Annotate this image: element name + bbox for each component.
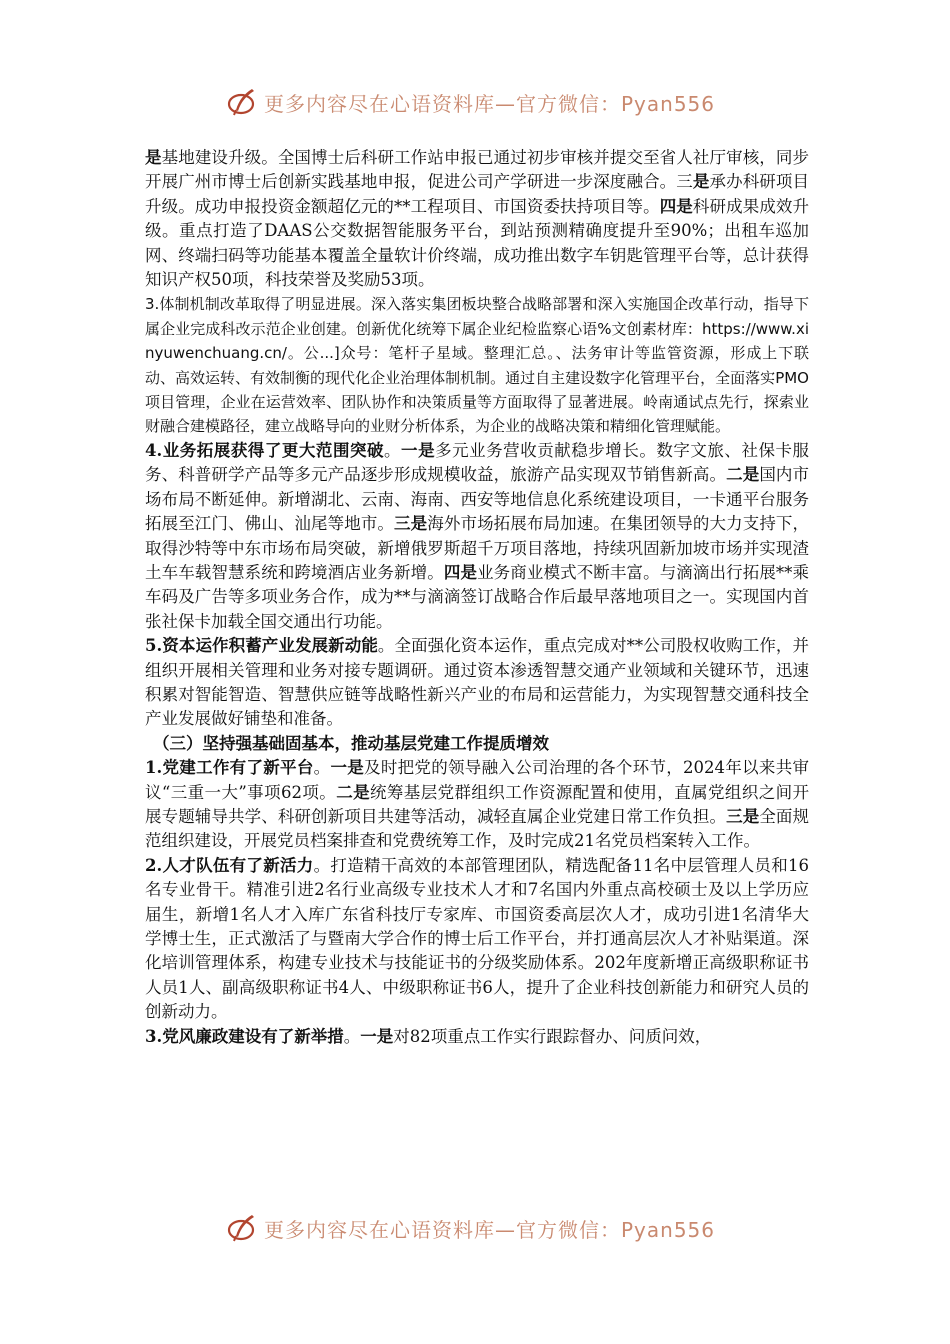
- watermark-footer: [226, 1212, 715, 1244]
- text-run: 全面规范组织建设，开展党员档案排查和党费统筹工作，及时完成21名党员档案转入工作。: [145, 806, 810, 851]
- watermark-text: 更多内容尽在心语资料库—官方微信：Pyan556: [264, 91, 716, 116]
- paragraph: [145, 634, 809, 732]
- paragraph: [145, 756, 809, 854]
- text-run: 承办科研项目升级。成功申报投资金额超亿元的**工程项目、市国资委扶持项目等。: [145, 172, 810, 216]
- feather-pen-logo-icon: [226, 86, 258, 118]
- paragraph: [145, 292, 809, 438]
- text-run: 。: [313, 758, 331, 778]
- watermark-header: [226, 86, 715, 118]
- bold-text: 一是: [360, 1026, 394, 1046]
- text-run: 3.体制机制改革取得了明显进展。深入落实集团板块整合战略部署和深入实施国企改革行动，指导下属企业完成科改示范企业创建。创新优化统筹下属企业纪检监察心语%文创素材库：https://www.xinyuwenchuang.cn/。公...]众号：笔杆子星域。整理汇总。、法务审计等监管资源，形成上下联动、高效运转、有效制衡的现代化企业治理体制机制。通过自主建设数字化管理平台，全面落实PMO项目管理，企业在运营效率、团队协作和决策质量等方面取得了显著进展。岭南通试点先行，探索业财融合建模路径，建立战略导向的业财分析体系，为企业的战略决策和精细化管理赋能。: [145, 295, 809, 436]
- paragraph: [145, 146, 809, 292]
- bold-text: 四是: [443, 562, 478, 582]
- bold-text: 一是: [401, 440, 436, 460]
- text-run: 海外市场拓展布局加速。在集团领导的大力支持下，取得沙特等中东市场布局突破，新增俄罗斯超千万项目落地，持续巩固新加坡市场并实现渣土车车载智慧系统和跨境酒店业务新增。: [145, 514, 810, 582]
- text-run: 。: [343, 1026, 361, 1046]
- bold-text: 3.党风廉政建设有了新举措: [145, 1026, 344, 1046]
- document-body: [145, 146, 809, 1049]
- text-run: 。打造精干高效的本部管理团队，精选配备11名中层管理人员和16名专业骨干。精准引进2名行业高级专业技术人才和7名国内外重点高校硕士及以上学历应届生，新增1名人才入库广东省科技厅专家库、市国资委高层次人才，成功引进1名清华大学博士生，正式激活了与暨南大学合作的博士后工作平台，并打通高层次人才补贴渠道。深化培训管理体系，构建专业技术与技能证书的分级奖励体系。202年度新增正高级职称证书人员1人、副高级职称证书4人、中级职称证书6人，提升了企业科技创新能力和研究人员的创新动力。: [145, 855, 809, 1022]
- text-run: 。: [384, 440, 402, 460]
- text-run: 多元业务营收贡献稳步增长。数字文旅、社保卡服务、科普研学产品等多元产品逐步形成规模收益，旅游产品实现双节销售新高。: [145, 440, 810, 485]
- text-run: 基地建设升级。全国博士后科研工作站申报已通过初步审核并提交至省人社厅审核，同步开展广州市博士后创新实践基地申报，促进公司产学研进一步深度融合。三: [145, 148, 810, 192]
- text-run: 对82项重点工作实行跟踪督办、问质问效，: [393, 1026, 712, 1046]
- bold-text: 2.人才队伍有了新活力: [145, 855, 314, 875]
- text-run: 科研成果成效升级。重点打造了DAAS公交数据智能服务平台，到站预测精确度提升至90%；出租车巡加网、终端扫码等功能基本覆盖全量软计价终端，成功推出数字车钥匙管理平台等，总计获得知识产权50项，科技荣誉及奖励53项。: [145, 196, 810, 290]
- watermark-text: 更多内容尽在心语资料库—官方微信：Pyan556: [264, 1217, 716, 1242]
- bold-text: 是: [692, 172, 710, 192]
- text-run: 业务商业模式不断丰富。与滴滴出行拓展**乘车码及广告等多项业务合作，成为**与滴滴签订战略合作后最早落地项目之一。实现国内首张社保卡加载全国交通出行功能。: [145, 562, 810, 631]
- bold-text: 1.党建工作有了新平台: [145, 758, 314, 778]
- bold-text: 是: [145, 148, 162, 167]
- text-run: 统筹基层党群组织工作资源配置和使用，直属党组织之间开展专题辅导共学、科研创新项目共建等活动，减轻直属企业党建日常工作负担。: [145, 782, 810, 826]
- bold-text: 5.资本运作积蓄产业发展新动能: [145, 636, 378, 656]
- bold-text: 四是: [659, 196, 693, 216]
- paragraph: [145, 439, 809, 634]
- paragraph: [145, 854, 809, 1025]
- bold-text: 4.业务拓展获得了更大范围突破: [145, 440, 385, 460]
- bold-text: 一是: [330, 758, 365, 778]
- feather-pen-logo-icon: [226, 1212, 258, 1244]
- bold-text: 三是: [726, 806, 760, 826]
- text-run: 国内市场布局不断延伸。新增湖北、云南、海南、西安等地信息化系统建设项目，一卡通平台服务拓展至江门、佛山、汕尾等地市。: [145, 465, 810, 534]
- bold-text: 二是: [336, 782, 370, 802]
- bold-text: 三是: [394, 514, 428, 534]
- section-heading: [145, 732, 809, 756]
- bold-text: （三）坚持强基础固基本，推动基层党建工作提质增效: [153, 733, 549, 753]
- bold-text: 二是: [726, 465, 760, 485]
- text-run: 及时把党的领导融入公司治理的各个环节，2024年以来共审议“三重一大”事项62项。: [145, 758, 810, 802]
- text-run: 。全面强化资本运作，重点完成对**公司股权收购工作，并组织开展相关管理和业务对接专题调研。通过资本渗透智慧交通产业领域和关键环节，迅速积累对智能智造、智慧供应链等战略性新兴产业的布局和运营能力，为实现智慧交通科技全产业发展做好铺垫和准备。: [145, 636, 809, 729]
- paragraph: [145, 1025, 809, 1049]
